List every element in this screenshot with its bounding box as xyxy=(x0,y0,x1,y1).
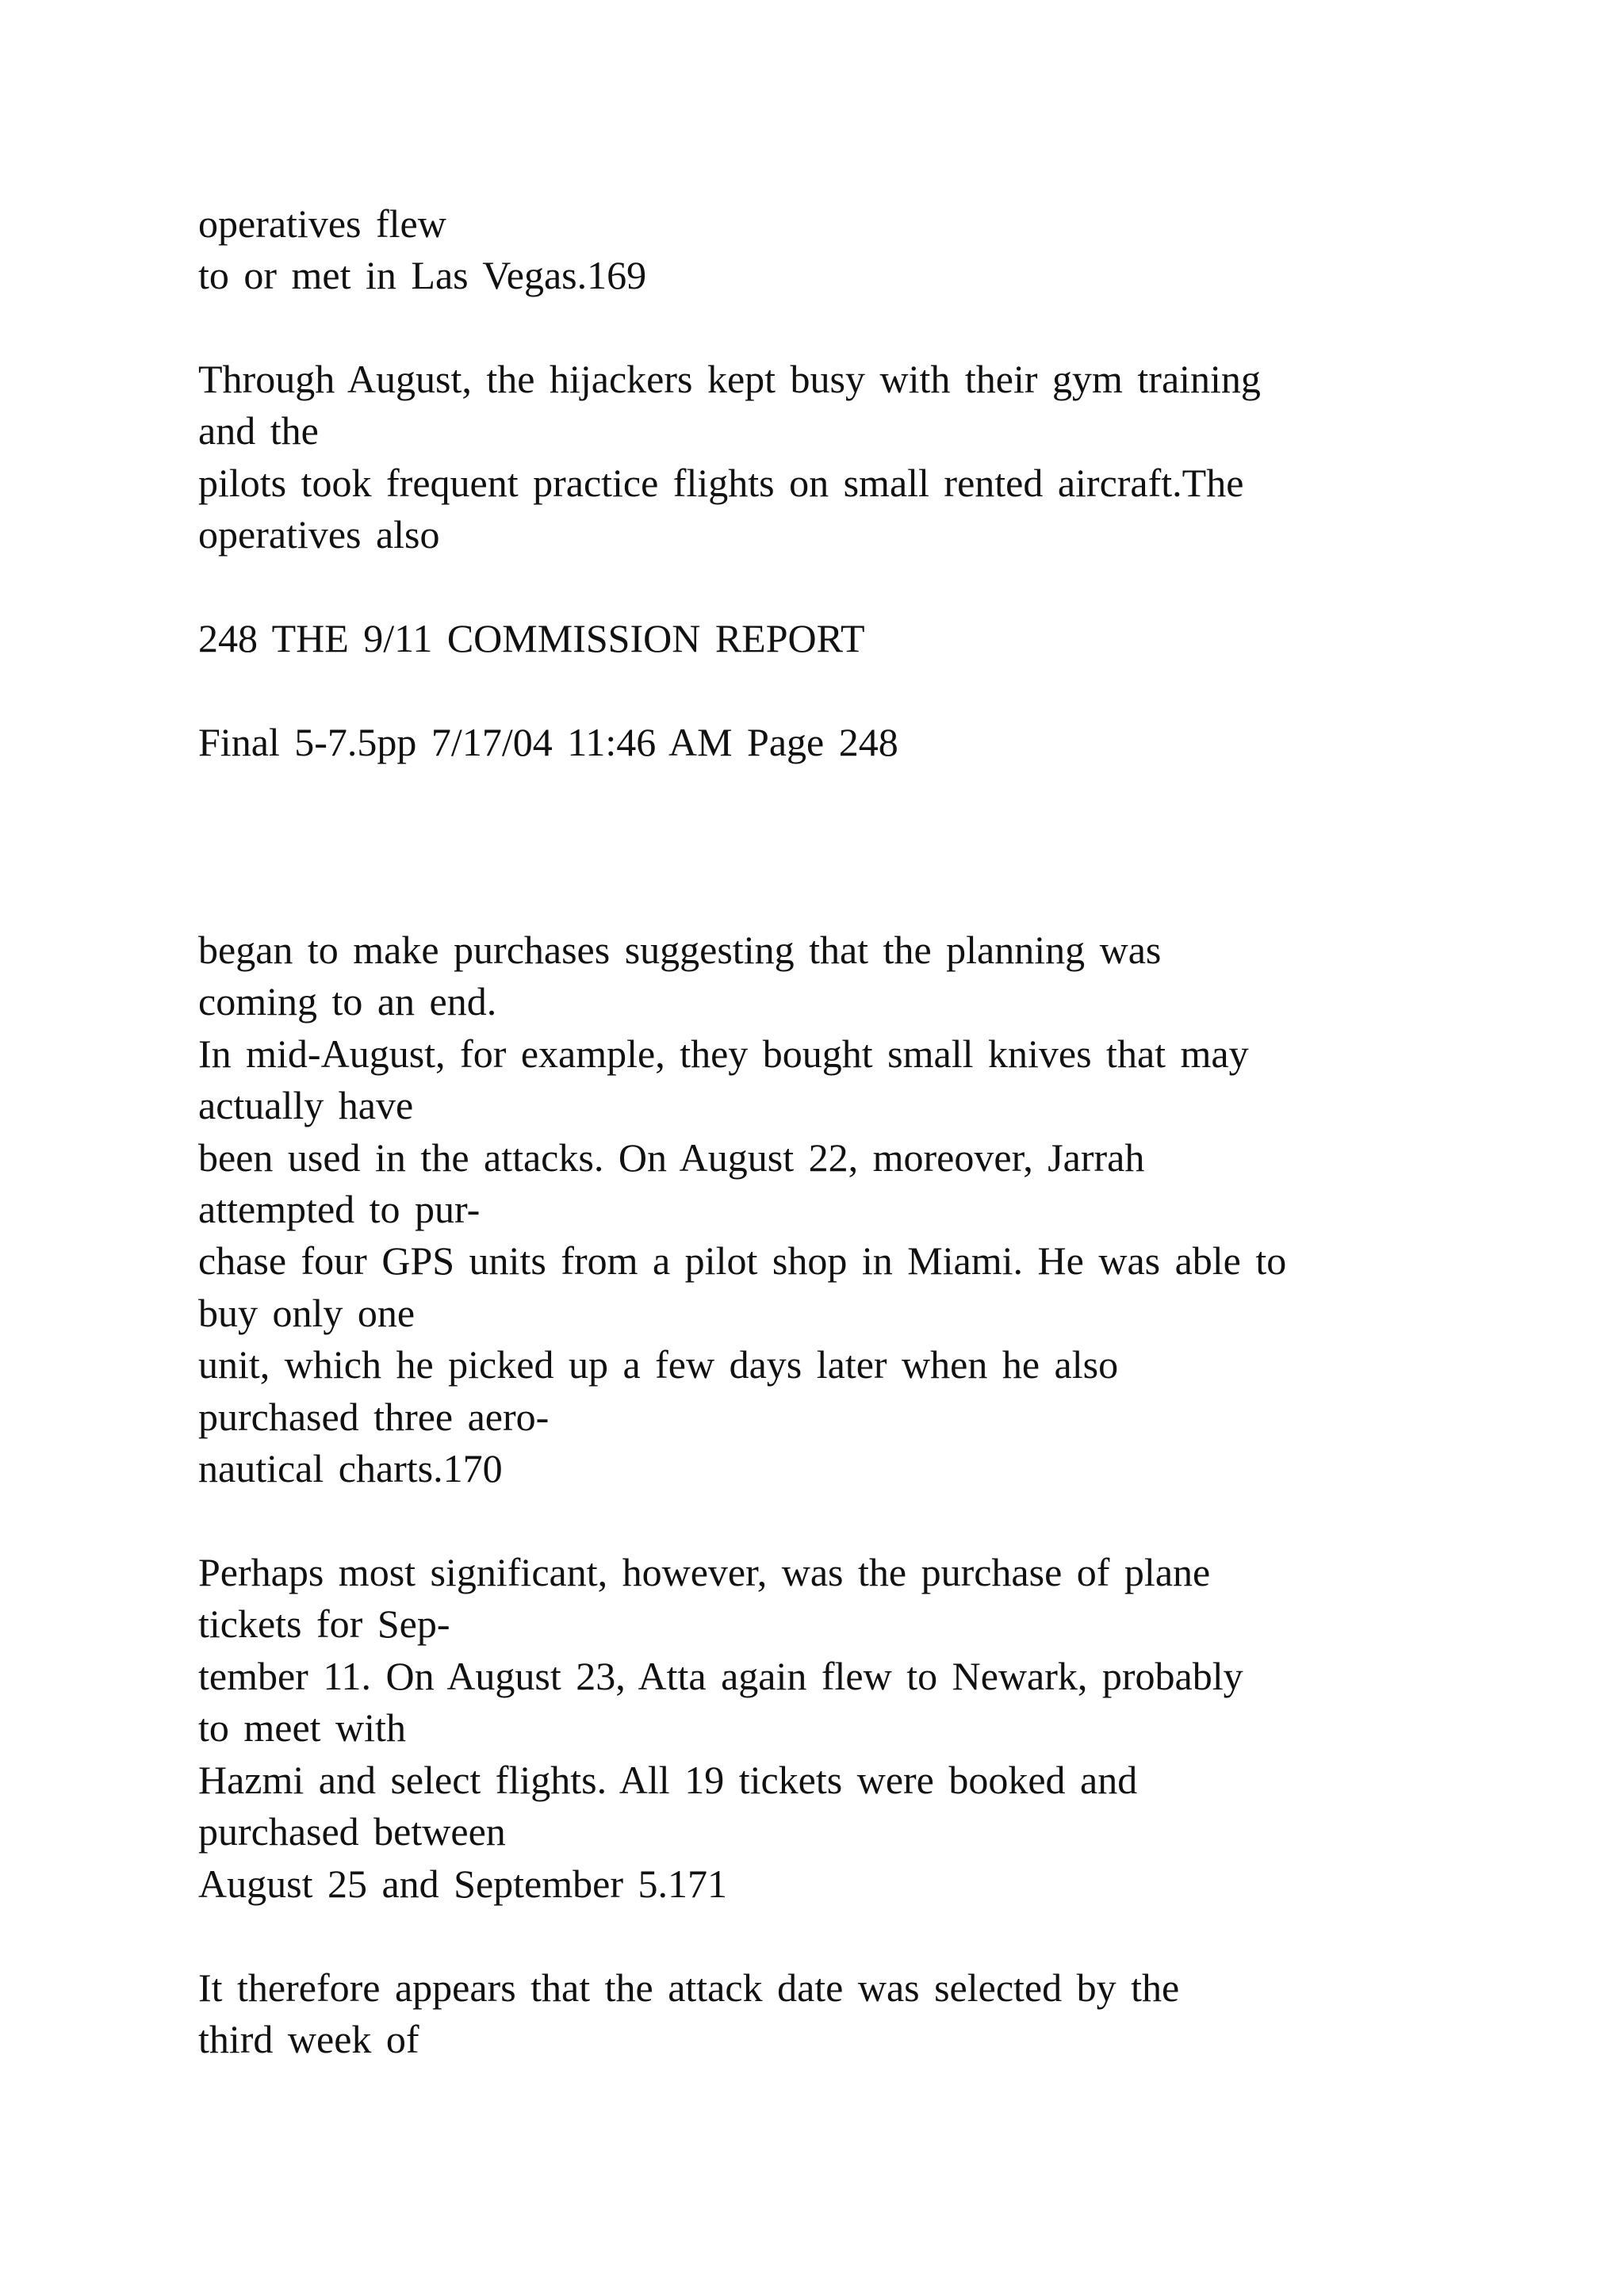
text-line: Perhaps most significant, however, was the purchase of plane xyxy=(198,1550,1211,1594)
text-line: actually have xyxy=(198,1083,414,1127)
text-line: tember 11. On August 23, Atta again flew to Newark, probably xyxy=(198,1654,1243,1698)
text-line: buy only one xyxy=(198,1291,416,1335)
text-line: Through August, the hijackers kept busy with their gym training xyxy=(198,357,1261,401)
text-line: unit, which he picked up a few days later when he also xyxy=(198,1342,1119,1387)
text-line: attempted to pur- xyxy=(198,1187,481,1231)
text-line: purchased three aero- xyxy=(198,1395,550,1439)
text-line: operatives also xyxy=(198,512,440,557)
text-line: purchased between xyxy=(198,1809,506,1854)
text-line: Hazmi and select flights. All 19 tickets were booked and xyxy=(198,1758,1138,1802)
text-line: coming to an end. xyxy=(198,979,497,1024)
text-line: been used in the attacks. On August 22, moreover, Jarrah xyxy=(198,1135,1145,1180)
text-line: pilots took frequent practice flights on small rented aircraft.The xyxy=(198,461,1244,505)
text-line: chase four GPS units from a pilot shop in Miami. He was able to xyxy=(198,1238,1287,1283)
text-line: In mid-August, for example, they bought small knives that may xyxy=(198,1031,1249,1076)
print-slug: Final 5-7.5pp 7/17/04 11:46 AM Page 248 xyxy=(198,720,898,764)
text-line: and the xyxy=(198,408,319,453)
text-line: August 25 and September 5.171 xyxy=(198,1862,727,1906)
text-line: tickets for Sep- xyxy=(198,1601,450,1646)
text-line: nautical charts.170 xyxy=(198,1446,503,1490)
text-line: It therefore appears that the attack date was selected by the xyxy=(198,1965,1180,2010)
text-line: began to make purchases suggesting that the planning was xyxy=(198,928,1162,972)
text-line: to or met in Las Vegas.169 xyxy=(198,253,647,297)
text-line: to meet with xyxy=(198,1705,406,1750)
text-line: third week of xyxy=(198,2017,419,2061)
running-footer: 248 THE 9/11 COMMISSION REPORT xyxy=(198,616,865,660)
text-line: operatives flew xyxy=(198,201,446,246)
